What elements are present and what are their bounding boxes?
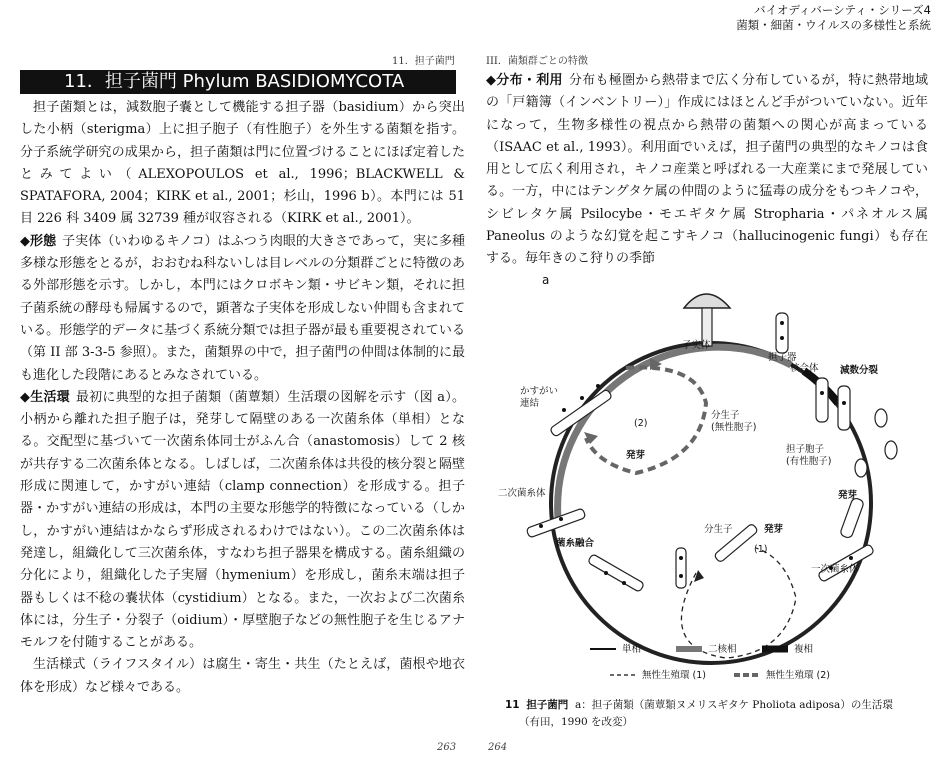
- lifecycle-figure: [486, 268, 936, 692]
- label-germination-3: 発芽: [764, 524, 784, 535]
- volume-title: 菌類・細菌・ウイルスの多様性と系統: [736, 18, 931, 32]
- legend-asexual-2: 無性生殖環 (2): [766, 670, 830, 681]
- left-running-head: 11．担子菌門: [392, 56, 455, 67]
- label-primary-mycelium: 一次菌糸体: [811, 564, 859, 575]
- label-fruiting-body: 子実体: [682, 340, 711, 351]
- label-germination-2: 発芽: [838, 490, 858, 501]
- label-secondary-mycelium: 二次菌糸体: [498, 488, 546, 499]
- label-conidium: 分生子: [704, 524, 733, 535]
- label-fusion: 菌糸融合: [556, 538, 595, 549]
- page-number-right: 264: [488, 742, 508, 753]
- form-text: 子実体（いわゆるキノコ）はふつう肉眼的大きさであって，実に多種多様な形態をとるが，おおむね科ないしは目レベルの分類群ごとに特徴のある外部形態を示す。しかし，本門にはクロボキン類・サビキン類，それに担子菌系統の酵母も帰属するので，顕著な子実体を形成しない仲間も含まれている。形態学的データに基づく系統分類では担子器が最も重要視されている（第 II 部 3-3-5 参照）。また，菌類界の中で，担子菌門の仲間は体制的に最も進化した段階にあるとみなされている。: [20, 233, 466, 383]
- lifecycle-heading: ◆生活環: [20, 389, 70, 405]
- distribution-heading: ◆分布・利用: [486, 73, 563, 88]
- legend-diploid: 複相: [794, 644, 814, 655]
- lifestyle-paragraph: 生活様式（ライフスタイル）は腐生・寄生・共生（たとえば，菌根や地衣体を形成）など様々である。: [20, 657, 465, 695]
- asexual-cycle-1-path: [681, 548, 796, 658]
- label-basidium: 担子器: [768, 352, 797, 363]
- right-running-head: III．菌類群ごとの特徴: [486, 56, 588, 67]
- distribution-text: 分布も極圏から熱帯まで広く分布しているが，特に熱帯地域の「戸籍簿（インベントリー）」作成にはほとんど手がついていない。近年になって，生物多様性の視点から熱帯の菌類への関心が高まっている（ISAAC et al., 1993）。利用面でいえば，担子菌門の典型的なキノコは食用として広く利用され，キノコ産業と呼ばれる一大産業にまで発展している。一方，中にはテングタケ属の仲間のように猛毒の成分をもつキノコや，シビレタケ属 Psilocybe・モエギタケ属 Stropharia・パネオルス属 Paneolus のような幻覚を起こすキノコ（hallucinogenic fungi）も存在する。毎年きのこ狩りの季節: [486, 73, 928, 267]
- label-cycle-1: (1): [754, 544, 768, 555]
- figure-caption: [505, 697, 925, 731]
- lifecycle-text: 最初に典型的な担子菌類（菌蕈類）生活環の図解を示す（図 a）。小柄から離れた担子胞子は，発芽して隔壁のある一次菌糸体（単相）となる。交配型に基づいて一次菌糸体同士がふん合（anastomosis）して 2 核が共存する二次菌糸体となる。しばしば，二次菌糸体は共役的核分裂と隔壁形成に関連して，かすがい連結（clamp connection）を形成する。担子器・かすがい連結の形成は，本門の主要な形態学的特徴になっている（しかし，かすがい連結はかならず形成されるわけではない）。この二次菌糸体は発達し，組織化して三次菌糸体，すなわち担子器果を構成する。菌糸組織の分化により，組織化した子実層（hymenium）を形成し，菌糸末端は担子器もしくは不稔の嚢状体（cystidium）となる。また，一次および二次菌糸体には，分生子・分裂子（oidium）・厚壁胞子などの無性胞子を生じるアナモルフを付随することがある。: [20, 389, 466, 651]
- cycle1-arrow: [694, 570, 704, 582]
- label-conidium-asexual: 分生子(無性胞子): [711, 410, 757, 433]
- caption-text: a：担子菌類（菌蕈類ヌメリスギタケ Pholiota adiposa）の生活環: [575, 699, 893, 711]
- series-title: バイオディバーシティ・シリーズ4: [754, 3, 931, 17]
- caption-source: （有田，1990 を改変）: [519, 716, 634, 728]
- figure-panel-label: a: [542, 273, 550, 287]
- right-page-body: [486, 70, 928, 271]
- legend-dikaryon: 二核相: [708, 644, 737, 655]
- label-germination-1: 発芽: [626, 450, 646, 461]
- caption-number: 11: [505, 699, 520, 711]
- label-karyogamy: 核合体: [790, 363, 819, 374]
- form-paragraph: [20, 231, 465, 387]
- legend-asexual-1: 無性生殖環 (1): [642, 670, 706, 681]
- label-basidiospore: 担子胞子(有性胞子): [786, 444, 832, 467]
- series-header: [736, 3, 931, 33]
- page-number-left: 263: [437, 742, 457, 753]
- lifecycle-paragraph: [20, 387, 465, 655]
- legend-haploid: 単相: [622, 644, 642, 655]
- label-meiosis: 減数分裂: [840, 365, 879, 376]
- intro-paragraph: 担子菌類とは，減数胞子嚢として機能する担子器（basidium）から突出した小柄（sterigma）上に担子胞子（有性胞子）を外生する菌類を指す。分子系統学研究の成果から，担子菌類は門に位置づけることにほぼ定着したとみてよい（ALEXOPOULOS et al., 1996；BLACKWELL & SPATAFORA, 2004；KIRK et al., 2001；杉山，1996 b）。本門には 51 目 226 科 3409 属 32739 種が収容される（KIRK et al., 2001）。: [20, 100, 465, 227]
- hyphae-sketches: [526, 313, 897, 592]
- caption-title: 担子菌門: [526, 699, 569, 711]
- chapter-title: 11．担子菌門 Phylum BASIDIOMYCOTA: [20, 70, 456, 94]
- distribution-paragraph: [486, 70, 928, 271]
- label-cycle-2: (2): [634, 418, 648, 429]
- mushroom-illustration: [684, 294, 730, 346]
- label-clamp: かすがい連結: [520, 386, 559, 409]
- left-page-body: [20, 97, 465, 699]
- form-heading: ◆形態: [20, 233, 57, 249]
